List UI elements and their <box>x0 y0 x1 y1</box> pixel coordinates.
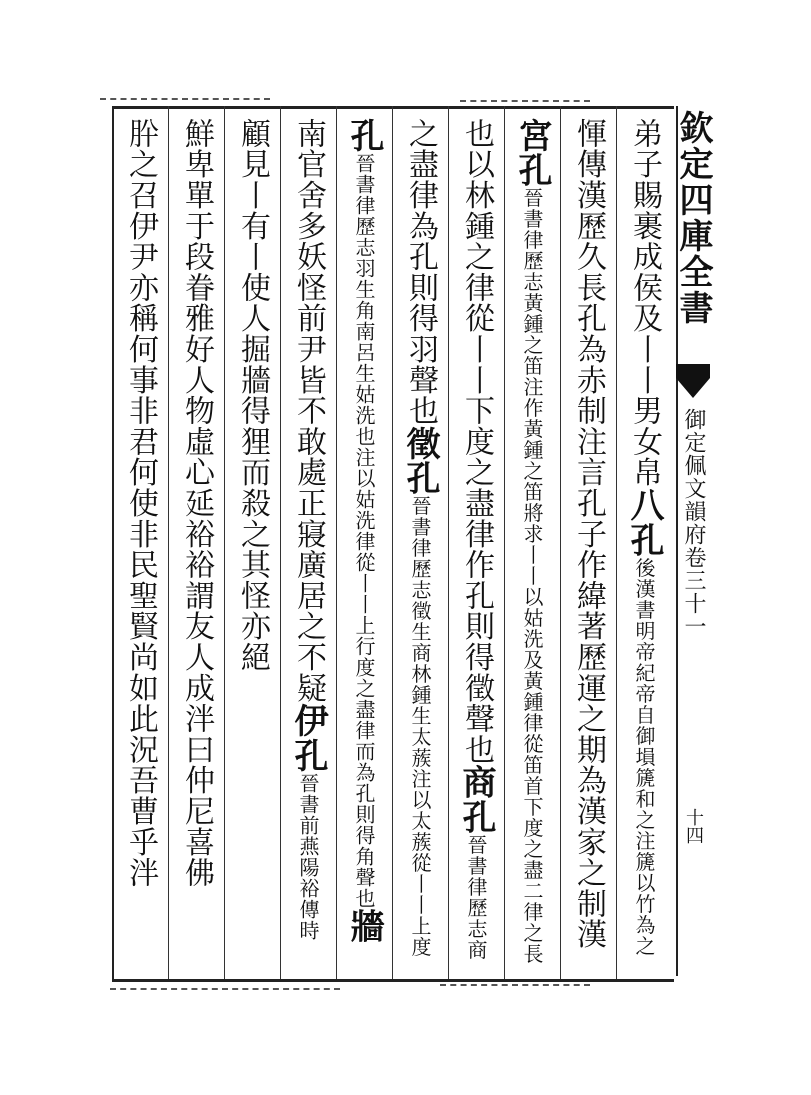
text-column-7 <box>286 118 330 970</box>
text-column-1 <box>622 118 666 970</box>
column-rule <box>448 106 449 979</box>
column-rule <box>504 106 505 979</box>
text-column-8 <box>230 118 274 970</box>
column-rule <box>616 106 617 979</box>
body-text: 也以林鍾之律從丨丨下度之盡律作孔則得徵聲也 <box>459 118 494 765</box>
body-text: 肸之召伊尹亦稱何事非君何使非民聖賢尚如此況吾曹乎泮 <box>123 118 158 888</box>
book-title: 欽定四庫全書 <box>673 110 713 326</box>
bottom-scan-mark <box>110 988 340 990</box>
entry-heading: 宮孔 <box>512 118 552 188</box>
entry-heading: 孔 <box>344 118 384 153</box>
body-text: 顧見丨有丨使人掘牆得狸而殺之其怪亦絕 <box>235 118 270 673</box>
text-column-9 <box>174 118 218 970</box>
annotation-text: 從丨丨上度 <box>408 852 432 958</box>
text-column-6 <box>342 118 386 970</box>
entry-heading: 商孔 <box>456 764 496 835</box>
margin-section-title <box>680 408 706 638</box>
text-column-5 <box>398 118 442 970</box>
column-rule <box>336 106 337 979</box>
body-text: 弟子賜裹成侯及丨丨男女帛 <box>627 118 662 488</box>
column-rule <box>224 106 225 979</box>
entry-heading: 八孔 <box>624 487 664 558</box>
annotation-text: 陽裕傳時 <box>296 856 320 941</box>
text-column-2 <box>566 118 610 970</box>
column-rule <box>280 106 281 979</box>
annotation-text: 晉書律歷志商 <box>464 834 488 961</box>
annotation-text: 後漢書明帝紀帝自御塤篪和之 <box>632 557 656 831</box>
column-rule <box>168 106 169 979</box>
page-number: 十四 <box>683 808 704 844</box>
section-name: 御定佩文韻府 <box>681 408 706 546</box>
column-rule <box>560 106 561 979</box>
entry-heading: 徵孔 <box>400 426 440 496</box>
annotation-text: 黃鍾律從笛首下度之盡二律之長 <box>520 670 544 965</box>
column-rule <box>392 106 393 979</box>
fishtail-mark <box>676 364 710 398</box>
entry-heading: 伊孔 <box>288 703 328 773</box>
annotation-text: 晉書律歷志羽生角南呂生姑洗也注以姑洗 <box>352 152 376 531</box>
body-text: 鮮卑單于段眷雅好人物虛心延裕裕謂友人成泮曰仲尼喜佛 <box>179 118 214 888</box>
annotation-text: 晉書律歷志黃鍾之笛注作黃鍾之笛將求丨丨以姑洗及 <box>520 187 544 671</box>
annotation-text: 注篪以竹為之 <box>632 830 656 957</box>
text-column-10 <box>118 118 162 970</box>
bottom-scan-mark <box>440 984 590 986</box>
text-column-3 <box>510 118 554 970</box>
body-text: 南官舍多妖怪前尹皆不敢處正寢廣居之不疑 <box>291 118 326 704</box>
text-column-4 <box>454 118 498 970</box>
top-scan-mark <box>100 98 270 100</box>
annotation-text: 晉書前燕 <box>296 772 320 857</box>
volume-label: 卷三十一 <box>681 546 706 638</box>
top-scan-mark <box>460 100 590 102</box>
entry-heading: 牆 <box>344 908 384 944</box>
annotation-text: 晉書律歷志徵生商林鍾生太蔟注以太蔟 <box>408 495 432 853</box>
annotation-text: 律從丨丨上行度之盡律而為孔則得角聲也 <box>352 530 376 909</box>
body-text: 之盡律為孔則得羽聲也 <box>403 118 438 426</box>
body-text: 惲傳漢歷久長孔為赤制注言孔子作緯著歷運之期為漢家之制漢 <box>571 118 606 950</box>
